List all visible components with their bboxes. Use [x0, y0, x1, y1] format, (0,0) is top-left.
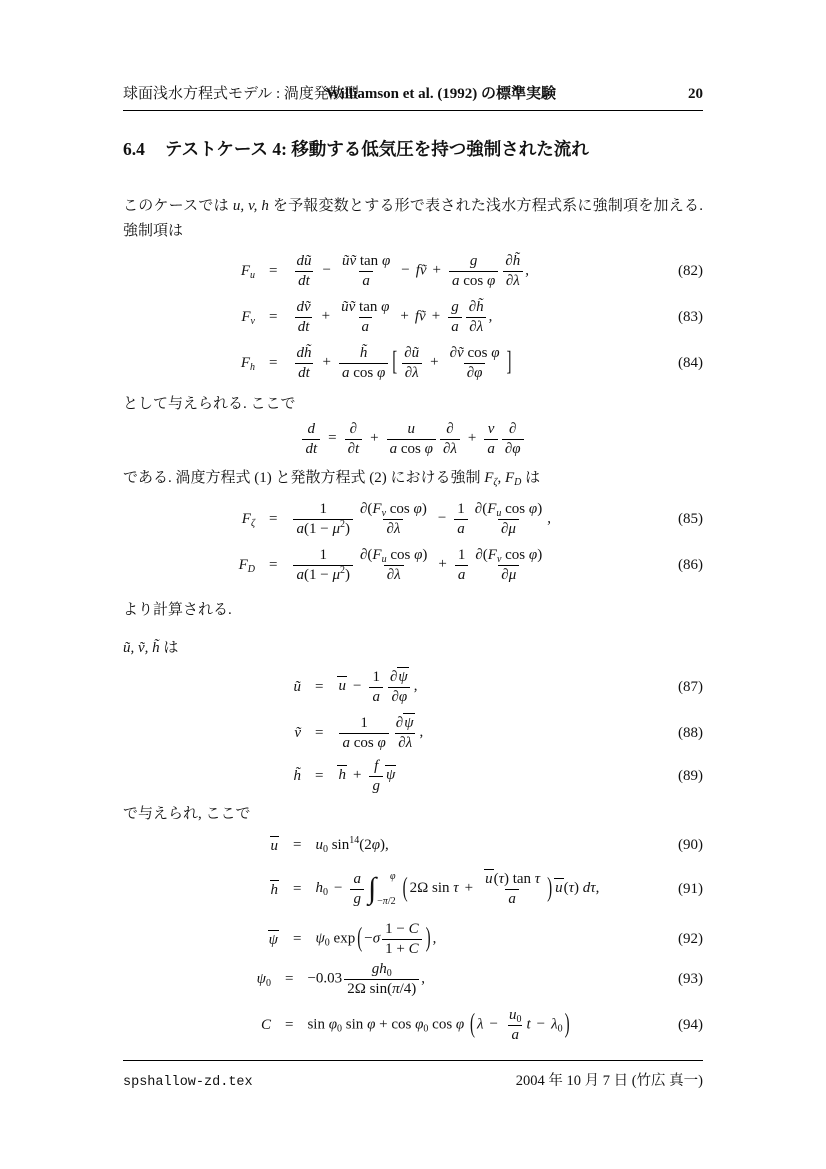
equals-sign: =	[269, 556, 278, 573]
paragraph-where: で与えられ, ここで	[123, 806, 251, 822]
equation-lhs: ṽ	[294, 724, 301, 741]
equation-rhs: $\frac{1}{a(1 - \mu^2)}$ $\frac{\partial(F_v \cos \varphi)}{\partial\lambda}$ − $\frac{1}{a}$ $\frac{\partial(F_u \cos \varphi)}{\partial\mu}$ ,	[291, 500, 550, 539]
equation-lhs: $F_u$	[240, 262, 255, 281]
equals-sign: =	[269, 308, 278, 325]
equation-lhs: $F_v$	[241, 308, 255, 327]
equation-lhs: $F_\zeta$	[241, 510, 255, 529]
equals-sign: =	[315, 724, 324, 741]
equation-rhs: $\frac{1}{\text{a cos φ}}$ $\frac{\partial\psi}{\partial\lambda}$ ,	[337, 713, 423, 753]
equation-lhs: ψ	[268, 931, 278, 948]
running-title-latin: Williamson et al. (1992) の標準実験	[325, 86, 557, 102]
equation-group-zeta-d	[123, 496, 703, 588]
equation-94	[123, 1002, 703, 1048]
equation-row	[123, 416, 703, 462]
page-header	[123, 82, 703, 111]
equation-85	[123, 496, 703, 542]
page-footer	[123, 1060, 703, 1090]
equation-89	[123, 756, 703, 796]
paragraph-computed: より計算される.	[123, 602, 232, 618]
equation-93	[123, 956, 703, 1002]
equation-number: (84)	[678, 354, 703, 371]
equation-86	[123, 542, 703, 588]
equation-82	[123, 248, 703, 294]
equals-sign: =	[269, 510, 278, 527]
equation-number: (91)	[678, 880, 703, 897]
equals-sign: =	[293, 930, 302, 947]
equation-rhs: $\frac{1}{a(1 - \mu^2)}$ $\frac{\partial(F_u \cos \varphi)}{\partial\lambda}$ + $\frac{1}{a}$ $\frac{\partial(F_v \cos \varphi)}{\partial\mu}$	[291, 546, 547, 585]
equation-number: (86)	[678, 556, 703, 573]
equation-87	[123, 664, 703, 710]
equation-lhs: C	[260, 1016, 271, 1033]
page-number: 20	[688, 86, 703, 102]
equation-number: (85)	[678, 510, 703, 527]
equation-rhs: $\sin \varphi_0$ $\sin \varphi + \cos \varphi_0$ cos φ ( λ − $\frac{u_0}{a}$ $t - \lambda_0$ )	[307, 1006, 570, 1043]
equation-lhs: h̃	[293, 767, 301, 784]
footer-filename: spshallow-zd.tex	[123, 1075, 253, 1090]
equation-number: (89)	[678, 767, 703, 784]
equals-sign: =	[293, 880, 302, 897]
paragraph-given: として与えられる. ここで	[123, 396, 296, 412]
equation-lhs: h	[270, 881, 278, 898]
equation-number: (92)	[678, 930, 703, 947]
equation-number: (83)	[678, 308, 703, 325]
equation-90	[123, 828, 703, 862]
equation-number: (82)	[678, 262, 703, 279]
equation-lhs: u	[270, 837, 278, 854]
equals-sign: =	[285, 970, 294, 987]
equals-sign: =	[269, 262, 278, 279]
equals-sign: =	[293, 836, 302, 853]
equation-group-forcing	[123, 248, 703, 386]
running-title-japanese: 球面浅水方程式モデル : 渦度発散型	[123, 86, 359, 102]
equation-body: $\frac{d}{dt}$ = ∂ ∂t + $\frac{u}{\text{a cos φ}}$ ∂ ∂λ + $\frac{v}{a}$ ∂ ∂φ	[300, 420, 525, 459]
equation-83	[123, 294, 703, 340]
section-number: 6.4	[123, 139, 145, 159]
equation-84	[123, 340, 703, 386]
equation-rhs: u − $\frac{1}{a}$ $\frac{\partial\psi}{\partial\varphi}$ ,	[338, 668, 418, 705]
paragraph-uvh: ũ, ṽ, h̃ は	[123, 640, 179, 656]
equation-number: (90)	[678, 836, 703, 853]
equation-rhs: $\frac{\text{dṽ}}{dt}$ + $\frac{\text{ũṽ tan φ}}{a}$ + fṽ + $\frac{g}{a}$ $\frac{\partial h̃}{\partial\lambda}$ ,	[296, 298, 493, 335]
equation-rhs: $h_0$ − $\frac{a}{g}$ ∫ φ −π/2 ( 2Ω sin τ + $\frac{\text{u(τ) tan τ}}{a}$ ) u(τ) dτ,	[315, 870, 600, 907]
paragraph-vorticity-divergence: である. 渦度方程式 (1) と発散方程式 (2) における強制 $F_\zeta$, $F_D$ は	[123, 470, 541, 488]
section-title: テストケース 4: 移動する低気圧を持つ強制された流れ	[164, 139, 589, 159]
equation-rhs: $\frac{dũ}{dt}$ − $\frac{\text{ũṽ tan φ}}{a}$ − fṽ + $\frac{g}{\text{a cos φ}}$ $\frac{\partial h̃}{\partial\lambda}$ ,	[296, 252, 529, 289]
equation-group-constants	[123, 956, 703, 1048]
equation-rhs: h + $\frac{f}{g}$ ψ	[338, 757, 396, 794]
equation-number: (93)	[678, 970, 703, 987]
equation-number: (88)	[678, 724, 703, 741]
equation-number: (87)	[678, 678, 703, 695]
equation-rhs: $\psi_0$ exp ( −σ $\frac{1 - C}{1 + C}$ ) ,	[315, 920, 437, 957]
equation-material-derivative	[123, 416, 703, 462]
equals-sign: =	[285, 1016, 294, 1033]
equation-88	[123, 710, 703, 756]
equation-91	[123, 862, 703, 916]
equation-rhs: $\frac{dh̃}{dt}$ + $\frac{h̃}{\text{a cos φ}}$ [ $\frac{\partial ũ}{\partial\lambda}$ + $\frac{\text{∂ṽ cos φ}}{\partial\varphi}$ ]	[296, 344, 512, 381]
equation-rhs: $u_0$ $\sin^{14}(2\varphi)$,	[315, 834, 389, 855]
equation-lhs: $F_h$	[240, 354, 255, 373]
equals-sign: =	[315, 767, 324, 784]
paragraph-intro: このケースでは u, v, h を予報変数とする形で表された浅水方程式系に強制項を加える. 強制項は	[123, 198, 703, 239]
equation-group-mean-state	[123, 828, 703, 962]
equation-group-tilde-vars	[123, 664, 703, 796]
footer-date: 2004 年 10 月 7 日 (竹広 真一)	[515, 1073, 703, 1089]
section-heading	[123, 136, 703, 161]
equals-sign: =	[315, 678, 324, 695]
equation-rhs: −0.03 $\frac{gh_0}{\text{2Ω sin(π/4)}}$ ,	[307, 960, 426, 997]
equation-number: (94)	[678, 1016, 703, 1033]
equation-lhs: $\psi_0$	[256, 970, 271, 989]
equation-lhs: $F_D$	[238, 556, 255, 575]
equation-lhs: ũ	[293, 678, 301, 695]
equals-sign: =	[269, 354, 278, 371]
